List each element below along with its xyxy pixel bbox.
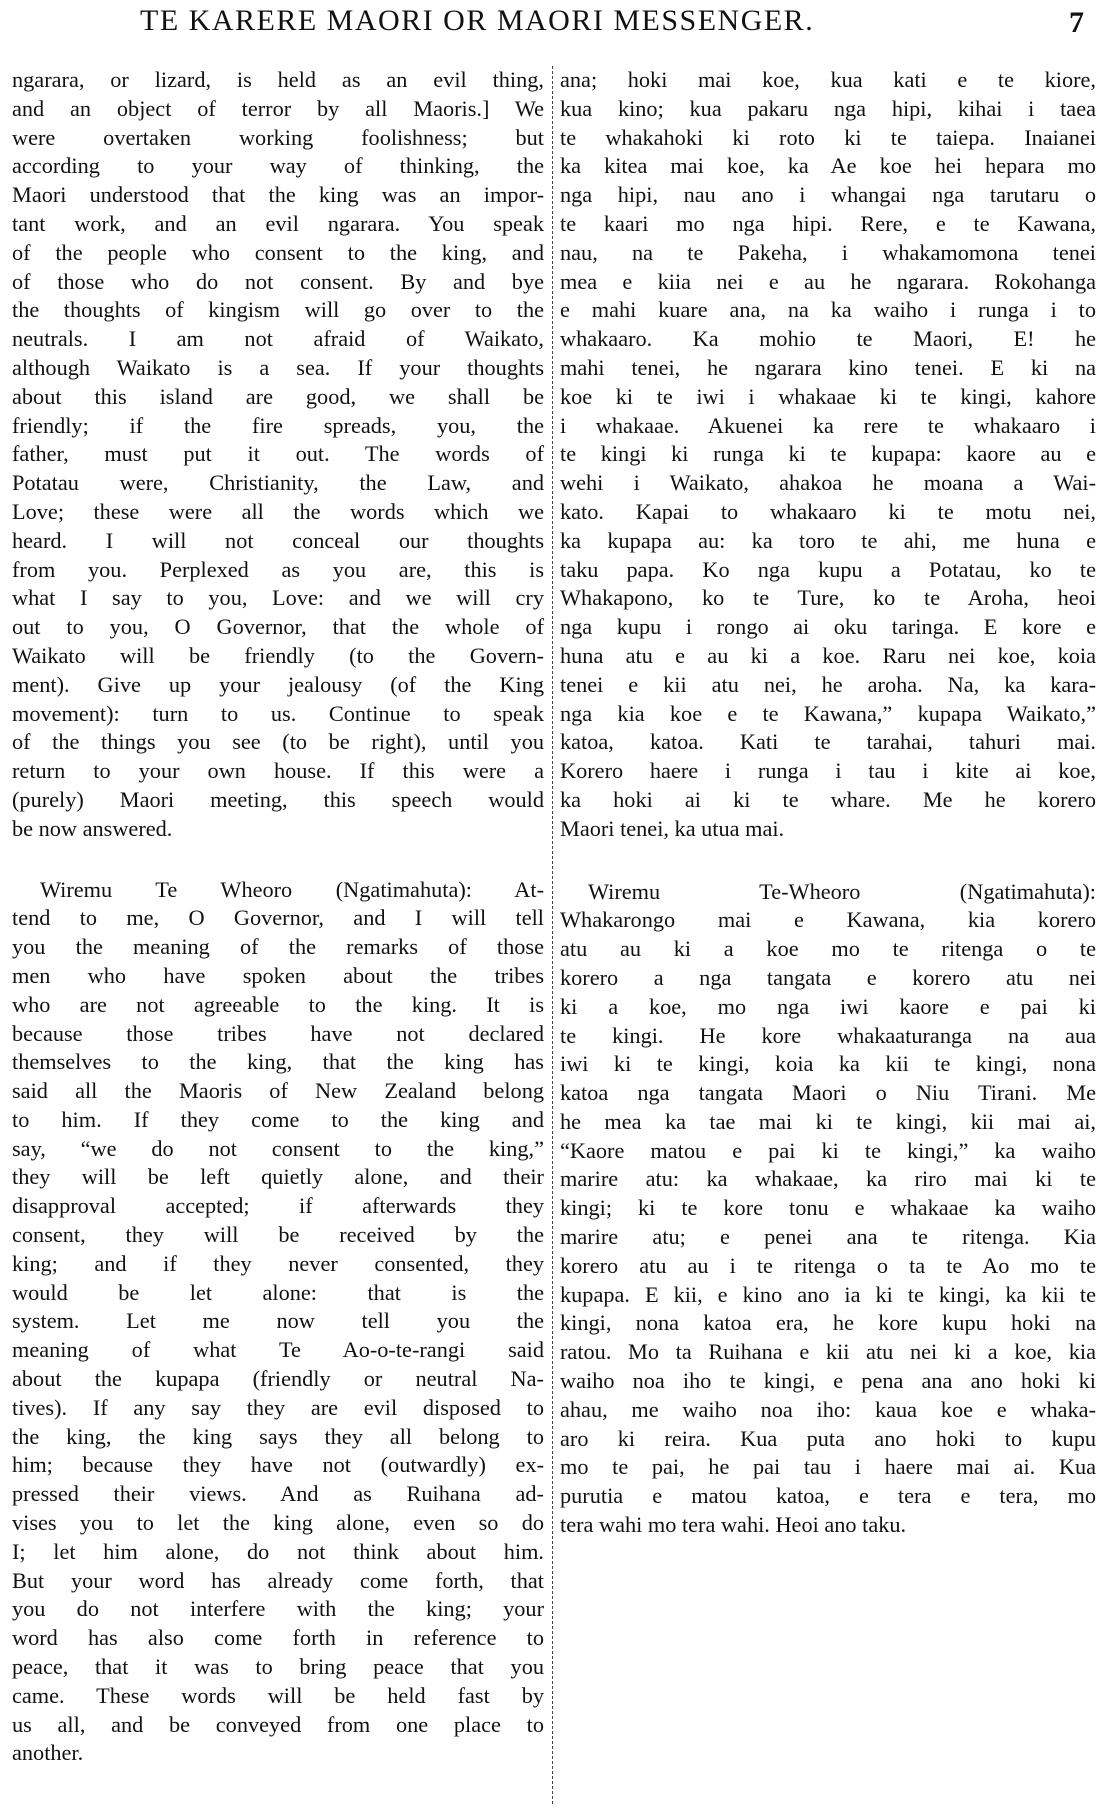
text-line: from you. Perplexed as you are, this is: [12, 556, 544, 582]
text-line: “Kaore matou e pai ki te kingi,” ka waiho: [560, 1137, 1096, 1163]
text-line: mahi tenei, he ngarara kino tenei. E ki na: [560, 354, 1096, 380]
text-line: Whakarongo mai e Kawana, kia korero: [560, 907, 1096, 933]
text-line: about the kupapa (friendly or neutral Na-: [12, 1366, 544, 1392]
text-line: tend to me, O Governor, and I will tell: [12, 905, 544, 931]
text-line: e mahi kuare ana, na ka waiho i runga i to: [560, 297, 1096, 323]
text-line: heard. I will not conceal our thoughts: [12, 527, 544, 553]
text-line: what I say to you, Love: and we will cry: [12, 585, 544, 611]
text-line: movement): turn to us. Continue to speak: [12, 700, 544, 726]
text-line: they will be left quietly alone, and their: [12, 1164, 544, 1190]
text-line: Wiremu Te-Wheoro (Ngatimahuta):: [588, 878, 1096, 904]
text-line: word has also come forth in reference to: [12, 1625, 544, 1651]
text-line: purutia e matou katoa, e tera e tera, mo: [560, 1483, 1096, 1509]
text-line: him; because they have not (outwardly) ex-: [12, 1452, 544, 1478]
text-line: tant work, and an evil ngarara. You speak: [12, 210, 544, 236]
text-line: Korero haere i runga i tau i kite ai koe,: [560, 758, 1096, 784]
text-line: father, must put it out. The words of: [12, 441, 544, 467]
text-line: ahau, me waiho noa iho: kaua koe e whaka-: [560, 1396, 1096, 1422]
text-line: men who have spoken about the tribes: [12, 962, 544, 988]
text-line: nga hipi, nau ano i whangai nga tarutaru o: [560, 182, 1096, 208]
text-line: to him. If they come to the king and: [12, 1106, 544, 1132]
text-line: Whakapono, ko te Ture, ko te Aroha, heoi: [560, 585, 1096, 611]
text-line: Maori understood that the king was an impor-: [12, 182, 544, 208]
text-line: atu au ki a koe mo te ritenga o te: [560, 936, 1096, 962]
text-line: Maori tenei, ka utua mai.: [560, 815, 785, 841]
text-line: would be let alone: that is the: [12, 1279, 544, 1305]
page-number: 7: [1069, 6, 1084, 39]
text-line: marire atu; e penei ana te ritenga. Kia: [560, 1224, 1096, 1250]
text-line: themselves to the king, that the king has: [12, 1049, 544, 1075]
text-line: Wiremu Te Wheoro (Ngatimahuta): At-: [40, 876, 544, 902]
text-line: system. Let me now tell you the: [12, 1308, 544, 1334]
text-line: huna atu e au ki a koe. Raru nei koe, koia: [560, 642, 1096, 668]
text-line: Waikato will be friendly (to the Govern-: [12, 642, 544, 668]
column-divider: [552, 66, 553, 1804]
text-line: disapproval accepted; if afterwards they: [12, 1193, 544, 1219]
maori-column: [560, 66, 1096, 1540]
text-line: of the people who consent to the king, and: [12, 239, 544, 265]
maori-paragraph-continuation: [560, 66, 1096, 844]
text-line: vises you to let the king alone, even so do: [12, 1510, 544, 1536]
text-line: nga kupu i rongo ai oku taringa. E kore e: [560, 614, 1096, 640]
maori-paragraph-wheoro: [560, 878, 1096, 1540]
text-line: pressed their views. And as Ruihana ad-: [12, 1481, 544, 1507]
text-line: But your word has already come forth, that: [12, 1567, 544, 1593]
text-line: ment). Give up your jealousy (of the King: [12, 671, 544, 697]
text-line: you the meaning of the remarks of those: [12, 934, 544, 960]
text-line: whakaaro. Ka mohio te Maori, E! he: [560, 326, 1096, 352]
text-line: ratou. Mo ta Ruihana e kii atu nei ki a koe, kia: [560, 1339, 1096, 1365]
english-column: [12, 66, 544, 1768]
text-line: korero a nga tangata e korero atu nei: [560, 964, 1096, 990]
text-line: katoa, katoa. Kati te tarahai, tahuri mai.: [560, 729, 1096, 755]
text-line: tives). If any say they are evil disposed to: [12, 1394, 544, 1420]
text-line: us all, and be conveyed from one place to: [12, 1711, 544, 1737]
text-line: another.: [12, 1740, 84, 1766]
text-line: koe ki te iwi i whakaae ki te kingi, kahore: [560, 383, 1096, 409]
text-line: were overtaken working foolishness; but: [12, 124, 544, 150]
text-line: although Waikato is a sea. If your thoughts: [12, 354, 544, 380]
text-line: friendly; if the fire spreads, you, the: [12, 412, 544, 438]
text-line: and an object of terror by all Maoris.] We: [12, 95, 544, 121]
text-line: ka hoki ai ki te whare. Me he korero: [560, 786, 1096, 812]
text-line: because those tribes have not declared: [12, 1020, 544, 1046]
text-line: nga kia koe e te Kawana,” kupapa Waikato,”: [560, 700, 1096, 726]
text-line: katoa nga tangata Maori o Niu Tirani. Me: [560, 1080, 1096, 1106]
text-line: ana; hoki mai koe, kua kati e te kiore,: [560, 67, 1096, 92]
english-paragraph-continuation: [12, 66, 544, 844]
text-line: ki a koe, mo nga iwi kaore e pai ki: [560, 993, 1096, 1019]
text-line: taku papa. Ko nga kupu a Potatau, ko te: [560, 556, 1096, 582]
text-line: te whakahoki ki roto ki te taiepa. Inaianei: [560, 124, 1096, 150]
text-line: said all the Maoris of New Zealand belong: [12, 1078, 544, 1104]
text-line: Potatau were, Christianity, the Law, and: [12, 470, 544, 496]
english-paragraph-wheoro: [12, 876, 544, 1769]
text-line: mea e kiia nei e au he ngarara. Rokohanga: [560, 268, 1096, 294]
text-line: ka kitea mai koe, ka Ae koe hei hepara mo: [560, 153, 1096, 179]
text-line: kato. Kapai to whakaaro ki te motu nei,: [560, 498, 1096, 524]
text-line: about this island are good, we shall be: [12, 383, 544, 409]
text-line: mo te pai, he pai tau i haere mai ai. Kua: [560, 1454, 1096, 1480]
text-line: of those who do not consent. By and bye: [12, 268, 544, 294]
text-line: te kaari mo nga hipi. Rere, e te Kawana,: [560, 210, 1096, 236]
text-line: of the things you see (to be right), until you: [12, 729, 544, 755]
page-header: [0, 4, 1114, 44]
text-line: wehi i Waikato, ahakoa he moana a Wai-: [560, 470, 1096, 496]
text-line: Love; these were all the words which we: [12, 498, 544, 524]
text-line: king; and if they never consented, they: [12, 1250, 544, 1276]
text-line: the thoughts of kingism will go over to the: [12, 297, 544, 323]
text-line: he mea ka tae mai ki te kingi, kii mai ai,: [560, 1108, 1096, 1134]
text-line: kingi; ki te kore tonu e whakaae ka waiho: [560, 1195, 1096, 1221]
text-line: te kingi ki runga ki te kupapa: kaore au e: [560, 441, 1096, 467]
masthead-title: TE KARERE MAORI OR MAORI MESSENGER.: [140, 4, 815, 37]
text-line: neutrals. I am not afraid of Waikato,: [12, 326, 544, 352]
text-line: i whakaae. Akuenei ka rere te whakaaro i: [560, 412, 1096, 438]
text-line: came. These words will be held fast by: [12, 1682, 544, 1708]
text-line: kua kino; kua pakaru nga hipi, kihai i taea: [560, 95, 1096, 121]
text-line: be now answered.: [12, 815, 173, 841]
text-line: out to you, O Governor, that the whole of: [12, 614, 544, 640]
text-line: waiho noa iho te kingi, e pena ana ano hoki ki: [560, 1368, 1096, 1394]
text-line: tenei e kii atu nei, he aroha. Na, ka kara-: [560, 671, 1096, 697]
text-line: the king, the king says they all belong to: [12, 1423, 544, 1449]
text-line: say, “we do not consent to the king,”: [12, 1135, 544, 1161]
text-line: nau, na te Pakeha, i whakamomona tenei: [560, 239, 1096, 265]
text-line: I; let him alone, do not think about him.: [12, 1538, 544, 1564]
text-line: kingi, nona katoa era, he kore kupu hoki na: [560, 1310, 1096, 1336]
text-line: ngarara, or lizard, is held as an evil thing,: [12, 67, 544, 92]
text-line: consent, they will be received by the: [12, 1222, 544, 1248]
text-line: who are not agreeable to the king. It is: [12, 991, 544, 1017]
text-line: according to your way of thinking, the: [12, 153, 544, 179]
text-line: aro ki reira. Kua puta ano hoki to kupu: [560, 1425, 1096, 1451]
text-line: peace, that it was to bring peace that you: [12, 1654, 544, 1680]
text-line: meaning of what Te Ao-o-te-rangi said: [12, 1337, 544, 1363]
text-line: iwi ki te kingi, koia ka kii te kingi, nona: [560, 1051, 1096, 1077]
text-line: kupapa. E kii, e kino ano ia ki te kingi, ka kii te: [560, 1281, 1096, 1307]
text-line: return to your own house. If this were a: [12, 758, 544, 784]
text-line: (purely) Maori meeting, this speech would: [12, 786, 544, 812]
text-line: korero atu au i te ritenga o ta te Ao mo te: [560, 1252, 1096, 1278]
text-line: ka kupapa au: ka toro te ahi, me huna e: [560, 527, 1096, 553]
text-line: marire atu: ka whakaae, ka riro mai ki te: [560, 1166, 1096, 1192]
text-line: you do not interfere with the king; your: [12, 1596, 544, 1622]
text-line: te kingi. He kore whakaaturanga na aua: [560, 1022, 1096, 1048]
text-line: tera wahi mo tera wahi. Heoi ano taku.: [560, 1512, 907, 1538]
